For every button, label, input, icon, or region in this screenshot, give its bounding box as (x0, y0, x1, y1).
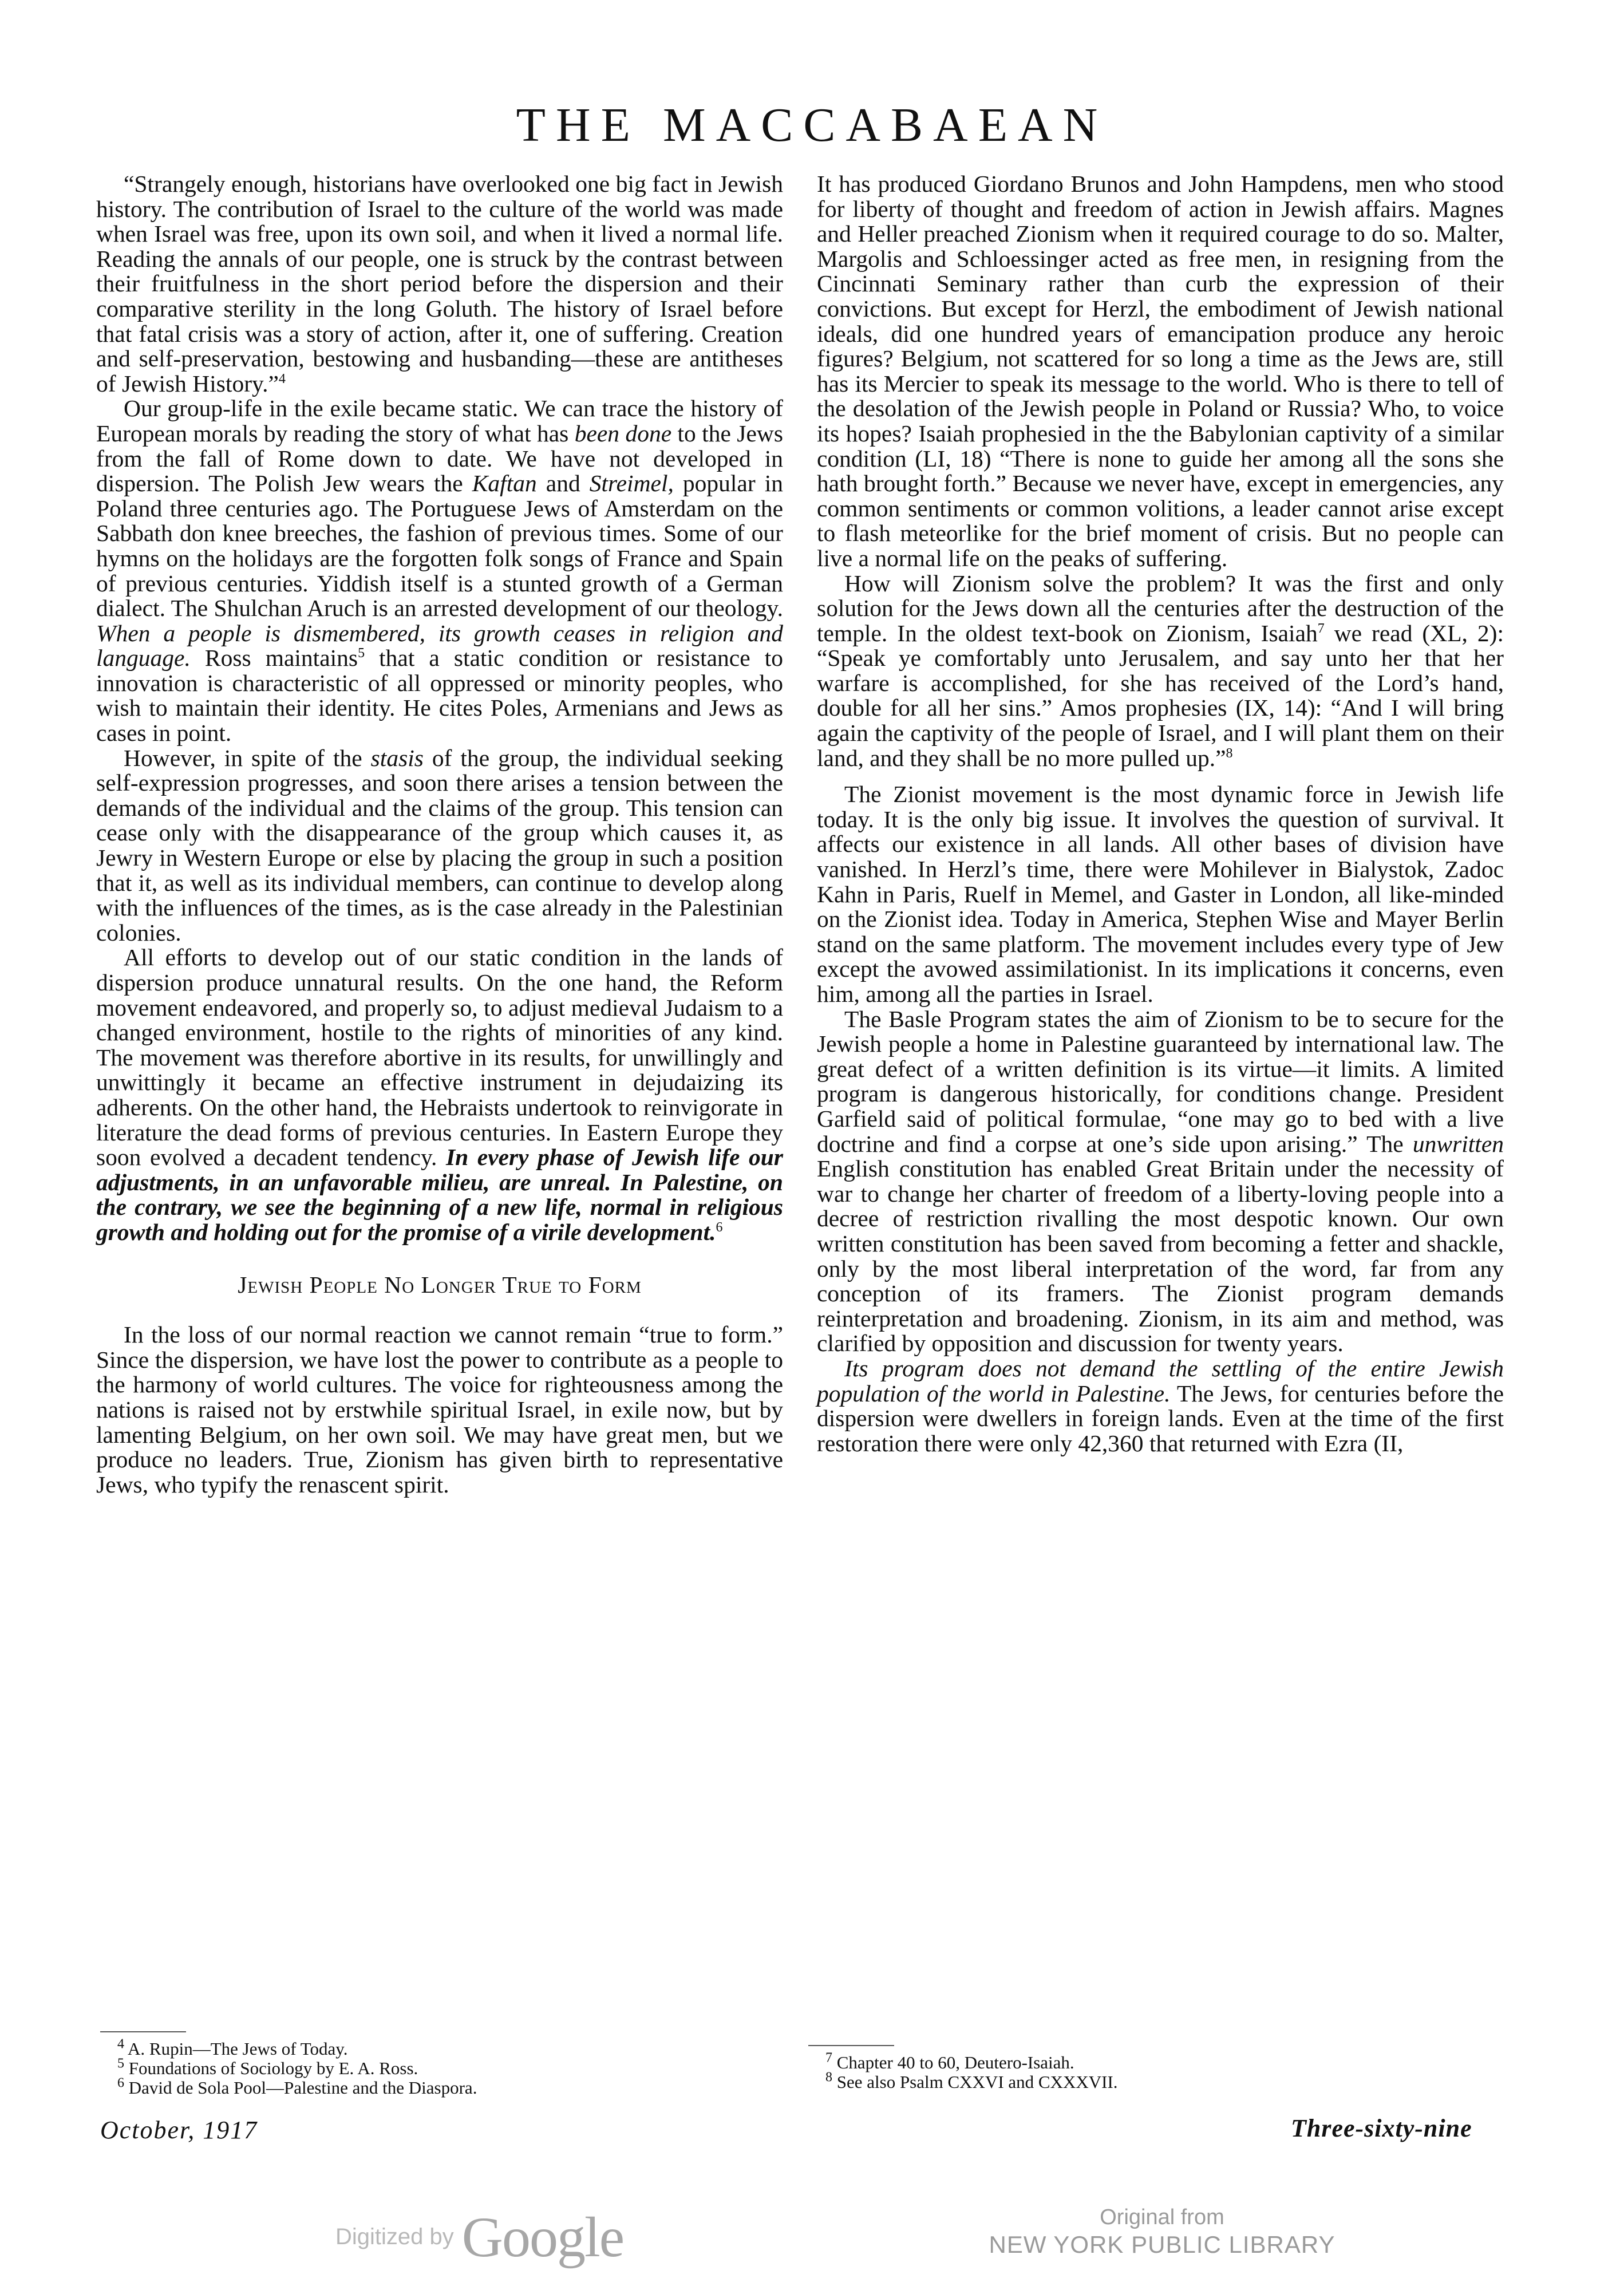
text-run: Ross maintains (190, 645, 358, 672)
text-run: to the Jews from the fall of Rome down to date. We have not developed in dispersion. The Polish Jew wears the (96, 420, 783, 497)
text-run: popular in Poland three centuries ago. The Portuguese Jews of Amsterdam on the Sabbath don knee breeches, the fashion of previous times. Some of our hymns on the holidays are the forgotten folk songs of France and Spain of previous centuries. Yiddish itself is a stunted growth of a German dialect. The Shulchan Aruch is an arrested development of our theology. (96, 470, 783, 622)
paragraph-zionism-solution (817, 571, 1504, 771)
paragraph-program (817, 1356, 1504, 1456)
text-run: All efforts to develop out of our static condition in the lands of dispersion produce unnatural results. On the one hand, the Reform movement endeavored, and properly so, to adjust medieval Judaism to a changed environment, hostile to the rights of minorities of any kind. The movement was therefore abortive in its results, for unwillingly and unwittingly it became an effective instrument in dejudaizing its adherents. On the other hand, the Hebraists undertook to reinvigorate in literature the dead forms of previous centuries. In Eastern Europe they soon evolved a decadent tendency. (96, 944, 783, 1171)
library-name: NEW YORK PUBLIC LIBRARY (989, 2231, 1335, 2258)
text-run: The Jews, for centuries before the dispersion were dwellers in foreign lands. Even at the time of the first restoration there were only 42,360 that returned with Ezra (II, (817, 1380, 1504, 1456)
italic-run: been done (574, 420, 672, 447)
paragraph-quote (96, 172, 783, 396)
section-subheading: Jewish People No Longer True to Form (238, 1271, 642, 1298)
digitized-label: Digitized by (335, 2224, 454, 2249)
paragraph-group-life (96, 396, 783, 745)
text-run: The Basle Program states the aim of Zionism to be to secure for the Jewish people a home in Palestine guaranteed by international law. The great defect of a written definition is its virtue—it limits. A limited program is dangerous historically, for conditions change. President Garfield said of political formulae, “one may go to bed with a live doctrine and find a corpse at one’s side upon arising.” The (817, 1005, 1504, 1157)
footnote-marker: 7 (1317, 621, 1325, 636)
paragraph-basle (817, 1007, 1504, 1356)
paragraph-true-to-form: In the loss of our normal reaction we cannot remain “true to form.” Since the dispersion, we have lost the power to contribute as a people to the harmony of world cultures. The voice for righteousness among the nations is raised not by erstwhile spiritual Israel, in exile now, but by lamenting Belgium, on her own soil. We may have great men, but we produce no leaders. True, Zionism has given birth to representative Jews, who typify the renascent spirit. (96, 1321, 783, 1498)
google-logo: Google (461, 2205, 624, 2269)
italic-run: unwritten (1412, 1130, 1504, 1157)
italic-run: Streimel, (589, 470, 674, 497)
paragraph-text: “Strangely enough, historians have overlooked one big fact in Jewish history. The contribution of Israel to the culture of the world was made when Israel was free, upon its own soil, and when it lived a normal life. Reading the annals of our people, one is struck by the contrast between their fruitfulness in the short period before the dispersion and their comparative sterility in the long Goluth. The history of Israel before that fatal crisis was a story of action, after it, one of suffering. Creation and self-preservation, bestowing and husbanding—these are antitheses of Jewish History.” (96, 171, 783, 397)
footnote-item: $^4$ A. Rupin—The Jews of Today. (117, 2036, 348, 2059)
text-run: Our group-life in the exile became static. We can trace the history of European morals by reading the story of what has (96, 395, 783, 447)
footnotes-right (825, 2045, 1512, 2092)
footer-date: October, 1917 (100, 2116, 258, 2144)
paragraph-giordano: It has produced Giordano Brunos and John Hampdens, men who stood for liberty of thought and freedom of action in Jewish affairs. Magnes and Heller preached Zionism when it required courage to do so. Malter, Margolis and Schloessinger acted as free men, in resigning from the Cincinnati Seminary rather than curb the expression of their convictions. But except for Herzl, the embodiment of Jewish national ideals, did one hundred years of emancipation produce any heroic figures? Belgium, not scattered for so long a time as the Jews are, still has its Mercier to speak its message to the world. Who is there to tell of the desolation of the Jewish people in Poland or Russia? Who, to voice its hopes? Isaiah prophesied in the the Babylonian captivity of a similar condition (LI, 18) “There is none to guide her among all the sons she hath brought forth.” Because we never have, except in emergencies, any common sentiments or common volitions, a leader cannot arise except to flash meteorlike for the brief moment of crisis. But no people can live a normal life on the peaks of suffering. (817, 171, 1504, 571)
footnote-marker: 4 (278, 371, 286, 386)
original-from-label: Original from (1100, 2205, 1224, 2229)
italic-run: Its program does not demand the settling of the entire Jewish population of the world in Palestine. (817, 1355, 1504, 1407)
footnote-item: $^6$ David de Sola Pool—Palestine and the Diaspora. (117, 2075, 477, 2098)
text-run: and (536, 470, 590, 497)
footnote-rule (100, 2031, 186, 2032)
text-run: English constitution has enabled Great Britain under the necessity of war to change her charter of freedom of a liberty-loving people into a decree of restriction rivalling the most despotic known. Our own written constitution has been saved from becoming a fetter and shackle, only by the most liberal interpretation of the word, far from any conception of its framers. The Zionist program demands reinterpretation and broadening. Zionism, in its aim and method, was clarified by opposition and discussion for twenty years. (817, 1155, 1504, 1357)
footnote-rule (808, 2045, 894, 2046)
footnote-item: $^7$ Chapter 40 to 60, Deutero-Isaiah. (825, 2050, 1074, 2072)
footer-page-number: Three-sixty-nine (1291, 2114, 1472, 2142)
text-run: that a static condition or resistance to innovation is characteristic of all oppressed or minority peoples, who wish to maintain their identity. He cites Poles, Armenians and Jews as cases in point. (96, 645, 783, 747)
footnotes-left (117, 2031, 804, 2098)
text-run: we read (XL, 2): “Speak ye comfortably unto Jerusalem, and say unto her that her warfare is accomplished, for she has received of the Lord’s hand, double for all her sins.” Amos prophesies (IX, 14): “And I will bring again the captivity of the people of Israel, and I will plant them on their land, and they shall be no more pulled up.” (817, 619, 1504, 771)
digitized-watermark (335, 2204, 623, 2270)
italic-run: In every phase of Jewish life our adjustments, in an unfavorable milieu, are unreal. In Palestine, on the contrary, we see the beginning of a new life, normal in religious growth and holding out for the promise of a virile development. (96, 1144, 783, 1245)
text-run: How will Zionism solve the problem? It was the first and only solution for the Jews down all the centuries after the destruction of the temple. In the oldest text-book on Zionism, Isaiah (817, 570, 1504, 646)
text-run: of the group, the individual seeking self-expression progresses, and soon there arises a tension between the demands of the individual and the claims of the group. This tension can cease only with the disappearance of the group which causes it, as Jewry in Western Europe or else by placing the group in such a position that it, as well as its individual members, can continue to develop along with the influences of the times, as is the case already in the Palestinian colonies. (96, 744, 783, 946)
right-column (817, 172, 1504, 1456)
paragraph-stasis (96, 746, 783, 946)
footnote-marker: 6 (716, 1220, 723, 1235)
footnote-item: $^8$ See also Psalm CXXVI and CXXXVII. (825, 2070, 1118, 2092)
text-run: However, in spite of the (124, 744, 371, 771)
masthead-title: THE MACCABAEAN (516, 98, 1108, 152)
footnote-marker: 8 (1226, 745, 1233, 761)
footnote-item: $^5$ Foundations of Sociology by E. A. Ross. (117, 2056, 418, 2078)
italic-run: stasis (370, 744, 424, 771)
left-column (96, 172, 783, 1497)
paragraph-efforts (96, 945, 783, 1245)
footnote-marker: 5 (358, 646, 365, 661)
italic-run: When a people is dismembered, its growth ceases in religion and language. (96, 619, 783, 672)
paragraph-dynamic-force: The Zionist movement is the most dynamic force in Jewish life today. It is the only big issue. It involves the question of survival. It affects our existence in all lands. All other bases of division have vanished. In Herzl’s time, there were Mohilever in Bialystok, Zadoc Kahn in Paris, Ruelf in Memel, and Gaster in London, all like-minded on the Zionist idea. Today in America, Stephen Wise and Mayer Berlin stand on the same platform. The movement includes every type of Jew except the avowed assimilationist. In its implications it concerns, even him, among all the parties in Israel. (817, 781, 1504, 1007)
original-source (967, 2204, 1357, 2259)
italic-run: Kaftan (472, 470, 537, 497)
